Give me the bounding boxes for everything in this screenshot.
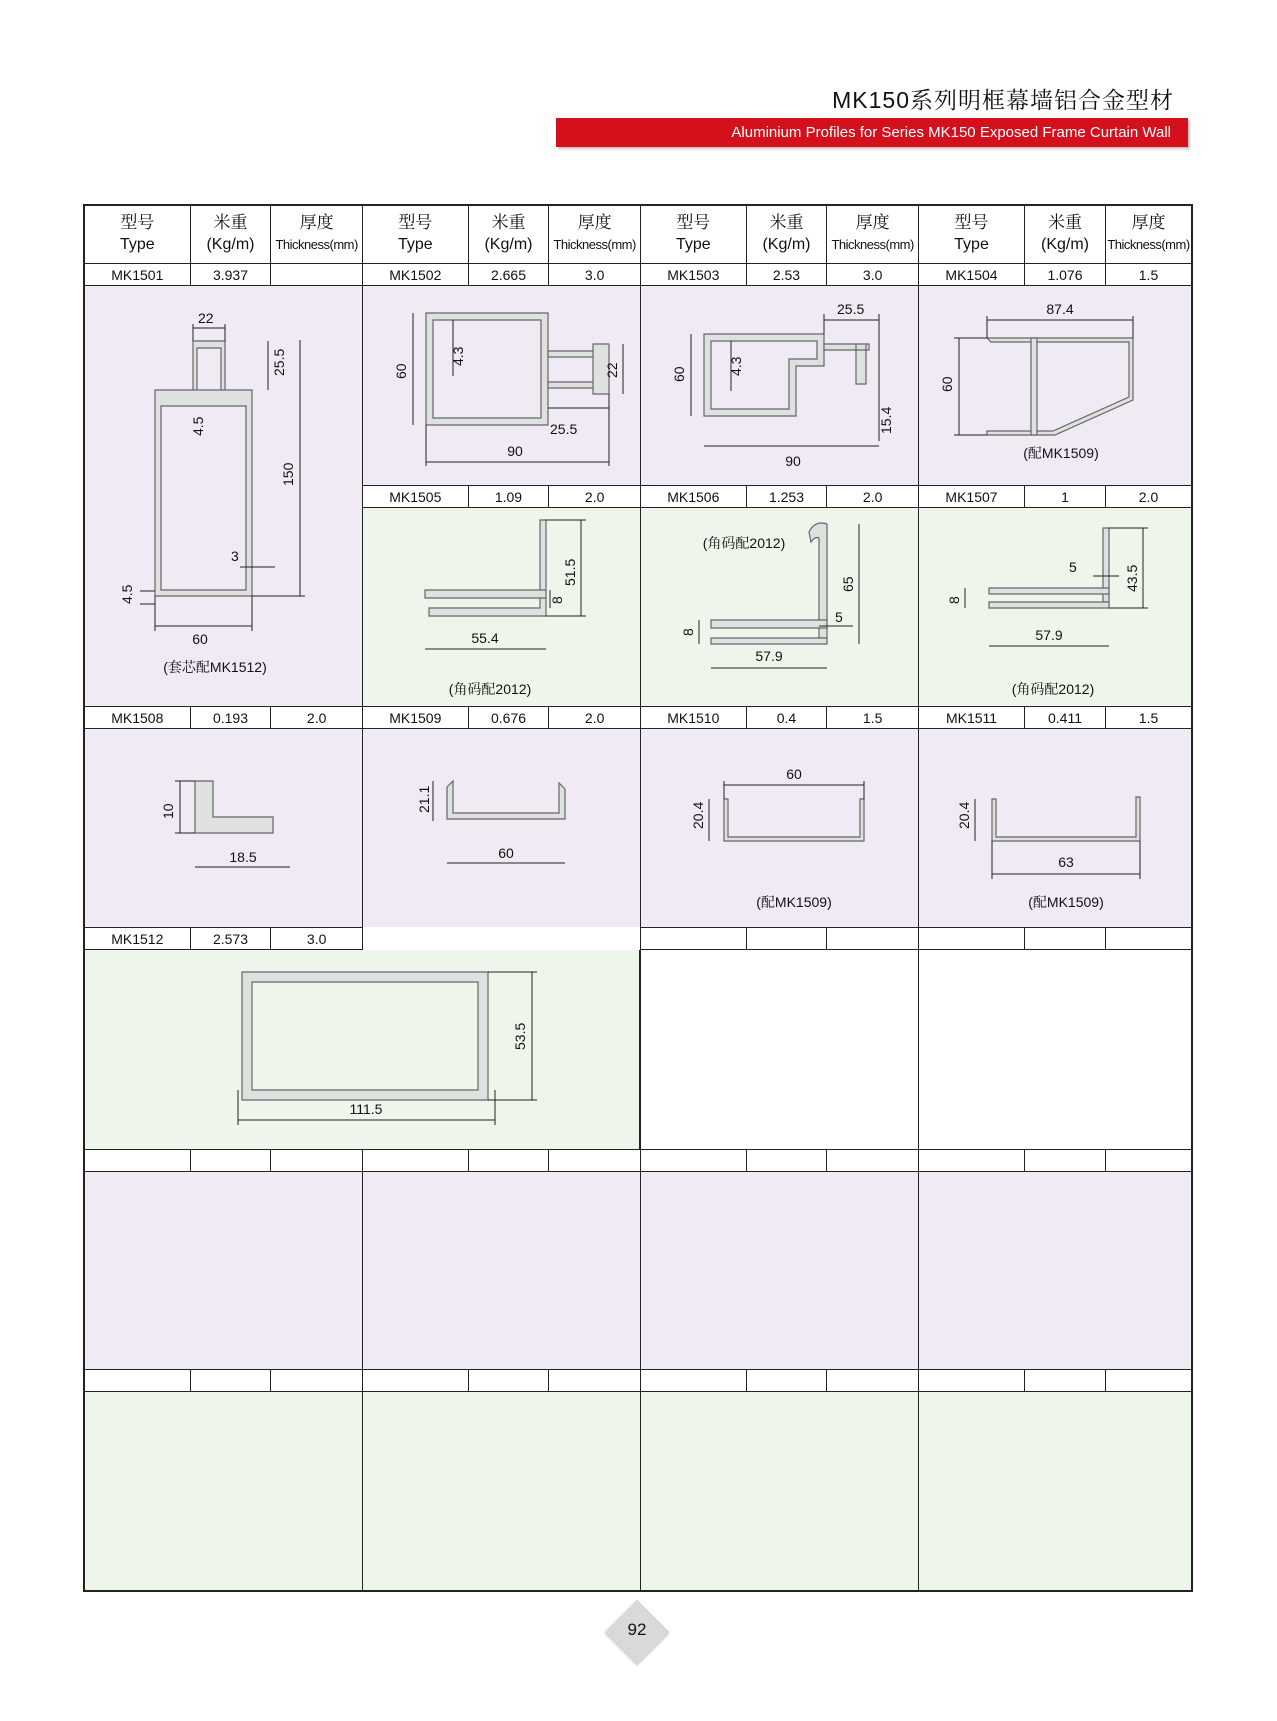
dim-label: 4.5 bbox=[190, 416, 206, 436]
dim-label: 4.3 bbox=[728, 356, 744, 376]
profile-note: (套芯配MK1512) bbox=[163, 659, 267, 675]
thickness-header-cn: 厚度 bbox=[577, 213, 612, 232]
dim-label: 5 bbox=[1069, 559, 1077, 575]
thickness-header-en: Thickness(mm) bbox=[553, 237, 636, 252]
profile-drawing-mk1504 bbox=[919, 286, 1189, 485]
profile-thickness: 2.0 bbox=[306, 710, 327, 726]
profile-note: (角码配2012) bbox=[702, 535, 786, 551]
profile-drawing-mk1507 bbox=[919, 508, 1189, 706]
info-row-mk1509 bbox=[363, 706, 640, 729]
profile-weight: 1.253 bbox=[747, 486, 828, 507]
profile-thickness: 2.0 bbox=[1138, 489, 1159, 505]
info-row-mk1507 bbox=[919, 485, 1191, 508]
catalog-column-1 bbox=[85, 206, 363, 1590]
dim-label: 87.4 bbox=[1046, 301, 1074, 317]
info-row-mk1512 bbox=[85, 927, 362, 950]
empty-drawing-cell bbox=[85, 1172, 362, 1369]
dim-label: 8 bbox=[946, 596, 962, 604]
dim-label: 22 bbox=[198, 310, 214, 326]
weight-header-en: (Kg/m) bbox=[206, 236, 255, 253]
dim-label: 65 bbox=[840, 576, 856, 592]
empty-info-row bbox=[363, 1149, 640, 1172]
drawing-mk1504 bbox=[919, 286, 1191, 485]
profile-type: MK1508 bbox=[85, 707, 191, 728]
drawing-mk1507 bbox=[919, 508, 1191, 706]
info-row-mk1506 bbox=[641, 485, 918, 508]
dim-label: 22 bbox=[604, 362, 620, 378]
dim-label: 20.4 bbox=[690, 801, 706, 829]
column-header bbox=[641, 206, 918, 264]
profile-weight: 0.676 bbox=[469, 707, 550, 728]
profile-type: MK1509 bbox=[363, 707, 469, 728]
profile-weight: 2.53 bbox=[747, 264, 828, 285]
weight-header-en: (Kg/m) bbox=[484, 236, 533, 253]
profile-weight: 0.4 bbox=[747, 707, 828, 728]
dim-label: 8 bbox=[680, 628, 696, 636]
profile-thickness: 2.0 bbox=[584, 710, 605, 726]
profile-note: (配MK1509) bbox=[1023, 445, 1099, 461]
weight-header-en: (Kg/m) bbox=[762, 236, 811, 253]
catalog-column-4 bbox=[919, 206, 1191, 1590]
type-header-cn: 型号 bbox=[676, 213, 711, 232]
info-row-mk1508 bbox=[85, 706, 362, 729]
weight-header-cn: 米重 bbox=[213, 213, 248, 232]
weight-header-cn: 米重 bbox=[1048, 213, 1082, 232]
type-header-en: Type bbox=[954, 236, 989, 253]
profile-thickness: 1.5 bbox=[1138, 267, 1159, 283]
profile-type: MK1512 bbox=[85, 928, 191, 949]
type-header-en: Type bbox=[675, 236, 711, 253]
dim-label: 55.4 bbox=[471, 630, 499, 646]
drawing-mk1505 bbox=[363, 508, 640, 706]
profile-weight: 2.573 bbox=[191, 928, 272, 949]
dim-label: 60 bbox=[939, 376, 955, 392]
dim-label: 90 bbox=[507, 443, 523, 459]
drawing-mk1502 bbox=[363, 286, 640, 485]
type-header-en: Type bbox=[119, 236, 155, 253]
type-header-cn: 型号 bbox=[120, 213, 155, 232]
empty-drawing-cell bbox=[363, 1392, 640, 1590]
dim-label: 10 bbox=[160, 803, 176, 819]
profile-thickness: 2.0 bbox=[584, 489, 605, 505]
column-header bbox=[85, 206, 362, 264]
profile-weight: 0.193 bbox=[191, 707, 272, 728]
thickness-header-cn: 厚度 bbox=[855, 213, 890, 232]
empty-info-row bbox=[641, 927, 918, 950]
profile-catalog-table bbox=[83, 204, 1193, 1592]
empty-info-row bbox=[919, 1369, 1191, 1392]
dim-label: 60 bbox=[786, 766, 802, 782]
profile-drawing-mk1503 bbox=[641, 286, 917, 485]
profile-note: (配MK1509) bbox=[1028, 894, 1104, 910]
dim-label: 150 bbox=[280, 462, 296, 486]
dim-label: 51.5 bbox=[562, 558, 578, 586]
dim-label: 60 bbox=[671, 366, 687, 382]
page-subtitle-bar: Aluminium Profiles for Series MK150 Exposed Frame Curtain Wall bbox=[556, 118, 1188, 147]
drawing-mk1503 bbox=[641, 286, 918, 485]
thickness-header-cn: 厚度 bbox=[1131, 213, 1166, 232]
profile-type: MK1503 bbox=[641, 264, 747, 285]
dim-label: 53.5 bbox=[512, 1022, 528, 1050]
thickness-header-en: Thickness(mm) bbox=[1107, 237, 1190, 252]
profile-type: MK1505 bbox=[363, 486, 469, 507]
empty-info-row bbox=[363, 1369, 640, 1392]
profile-note: (角码配2012) bbox=[448, 681, 532, 697]
thickness-header-en: Thickness(mm) bbox=[275, 237, 358, 252]
dim-label: 5 bbox=[835, 609, 843, 625]
profile-drawing-mk1508 bbox=[85, 729, 361, 927]
dim-label: 57.9 bbox=[1035, 627, 1063, 643]
drawing-mk1508 bbox=[85, 729, 362, 927]
dim-label: 25.5 bbox=[271, 348, 287, 376]
profile-drawing-mk1505 bbox=[363, 508, 639, 706]
column-header bbox=[919, 206, 1191, 264]
profile-thickness: 3.0 bbox=[306, 931, 327, 947]
dim-label: 3 bbox=[231, 548, 239, 564]
empty-drawing-cell bbox=[919, 1172, 1191, 1369]
weight-header-en: (Kg/m) bbox=[1041, 236, 1089, 253]
drawing-mk1506 bbox=[641, 508, 918, 706]
profile-type: MK1507 bbox=[919, 486, 1025, 507]
empty-info-row bbox=[85, 1149, 362, 1172]
drawing-mk1501 bbox=[85, 286, 362, 706]
profile-weight: 1.076 bbox=[1025, 264, 1106, 285]
thickness-header-en: Thickness(mm) bbox=[831, 237, 914, 252]
page-title: MK150系列明框幕墙铝合金型材 bbox=[832, 87, 1174, 113]
dim-label: 4.3 bbox=[450, 346, 466, 366]
profile-weight: 0.411 bbox=[1025, 707, 1106, 728]
profile-weight: 3.937 bbox=[191, 264, 272, 285]
profile-drawing-mk1510 bbox=[641, 729, 917, 927]
profile-drawing-mk1506 bbox=[641, 508, 917, 706]
empty-info-row bbox=[85, 1369, 362, 1392]
profile-note: (角码配2012) bbox=[1011, 681, 1095, 697]
dim-label: 18.5 bbox=[229, 849, 257, 865]
info-row-mk1503 bbox=[641, 263, 918, 286]
dim-label: 60 bbox=[192, 631, 208, 647]
thickness-header-cn: 厚度 bbox=[299, 213, 334, 232]
type-header-en: Type bbox=[397, 236, 433, 253]
dim-label: 20.4 bbox=[956, 801, 972, 829]
type-header-cn: 型号 bbox=[954, 213, 989, 232]
profile-type: MK1511 bbox=[919, 707, 1025, 728]
profile-drawing-mk1502 bbox=[363, 286, 639, 485]
empty-info-row bbox=[919, 1149, 1191, 1172]
info-row-mk1510 bbox=[641, 706, 918, 729]
empty-drawing-cell bbox=[641, 1172, 918, 1369]
empty-drawing-cell bbox=[363, 1172, 640, 1369]
profile-weight: 1 bbox=[1025, 486, 1106, 507]
profile-thickness: 2.0 bbox=[862, 489, 883, 505]
page-number: 92 bbox=[627, 1620, 647, 1639]
profile-note: (配MK1509) bbox=[756, 894, 832, 910]
info-row-mk1511 bbox=[919, 706, 1191, 729]
info-row-mk1505 bbox=[363, 485, 640, 508]
info-row-mk1504 bbox=[919, 263, 1191, 286]
column-header bbox=[363, 206, 640, 264]
empty-drawing-cell bbox=[919, 950, 1191, 1149]
profile-type: MK1510 bbox=[641, 707, 747, 728]
profile-type: MK1504 bbox=[919, 264, 1025, 285]
profile-drawing-mk1501 bbox=[85, 286, 361, 706]
dim-label: 8 bbox=[549, 596, 565, 604]
dim-label: 90 bbox=[785, 453, 801, 469]
profile-thickness: 3.0 bbox=[584, 267, 605, 283]
dim-label: 4.5 bbox=[119, 584, 135, 604]
profile-drawing-mk1511 bbox=[919, 729, 1189, 927]
empty-drawing-cell bbox=[919, 1392, 1191, 1590]
dim-label: 60 bbox=[393, 363, 409, 379]
dim-label: 63 bbox=[1058, 854, 1074, 870]
drawing-mk1509 bbox=[363, 729, 640, 927]
drawing-mk1510 bbox=[641, 729, 918, 927]
type-header-cn: 型号 bbox=[398, 213, 433, 232]
profile-weight: 2.665 bbox=[469, 264, 550, 285]
empty-drawing-cell bbox=[641, 950, 918, 1149]
empty-drawing-cell bbox=[85, 1392, 362, 1590]
dim-label: 25.5 bbox=[837, 301, 865, 317]
dim-label: 111.5 bbox=[349, 1101, 383, 1117]
profile-drawing-mk1509 bbox=[363, 729, 639, 927]
profile-thickness bbox=[271, 264, 362, 285]
empty-info-row bbox=[641, 1369, 918, 1392]
dim-label: 43.5 bbox=[1124, 564, 1140, 592]
catalog-column-3 bbox=[641, 206, 919, 1590]
profile-thickness: 3.0 bbox=[862, 267, 883, 283]
profile-type: MK1502 bbox=[363, 264, 469, 285]
profile-thickness: 1.5 bbox=[862, 710, 883, 726]
info-row-mk1502 bbox=[363, 263, 640, 286]
empty-info-row bbox=[641, 1149, 918, 1172]
empty-info-row bbox=[919, 927, 1191, 950]
dim-label: 21.1 bbox=[416, 785, 432, 813]
weight-header-cn: 米重 bbox=[769, 213, 804, 232]
catalog-column-2 bbox=[363, 206, 641, 1590]
dim-label: 25.5 bbox=[550, 421, 578, 437]
dim-label: 57.9 bbox=[755, 648, 783, 664]
info-row-mk1501 bbox=[85, 263, 362, 286]
dim-label: 60 bbox=[498, 845, 514, 861]
drawing-mk1511 bbox=[919, 729, 1191, 927]
profile-weight: 1.09 bbox=[469, 486, 550, 507]
weight-header-cn: 米重 bbox=[491, 213, 526, 232]
profile-type: MK1506 bbox=[641, 486, 747, 507]
dim-label: 15.4 bbox=[878, 406, 894, 434]
profile-type: MK1501 bbox=[85, 264, 191, 285]
profile-thickness: 1.5 bbox=[1138, 710, 1159, 726]
empty-drawing-cell bbox=[641, 1392, 918, 1590]
